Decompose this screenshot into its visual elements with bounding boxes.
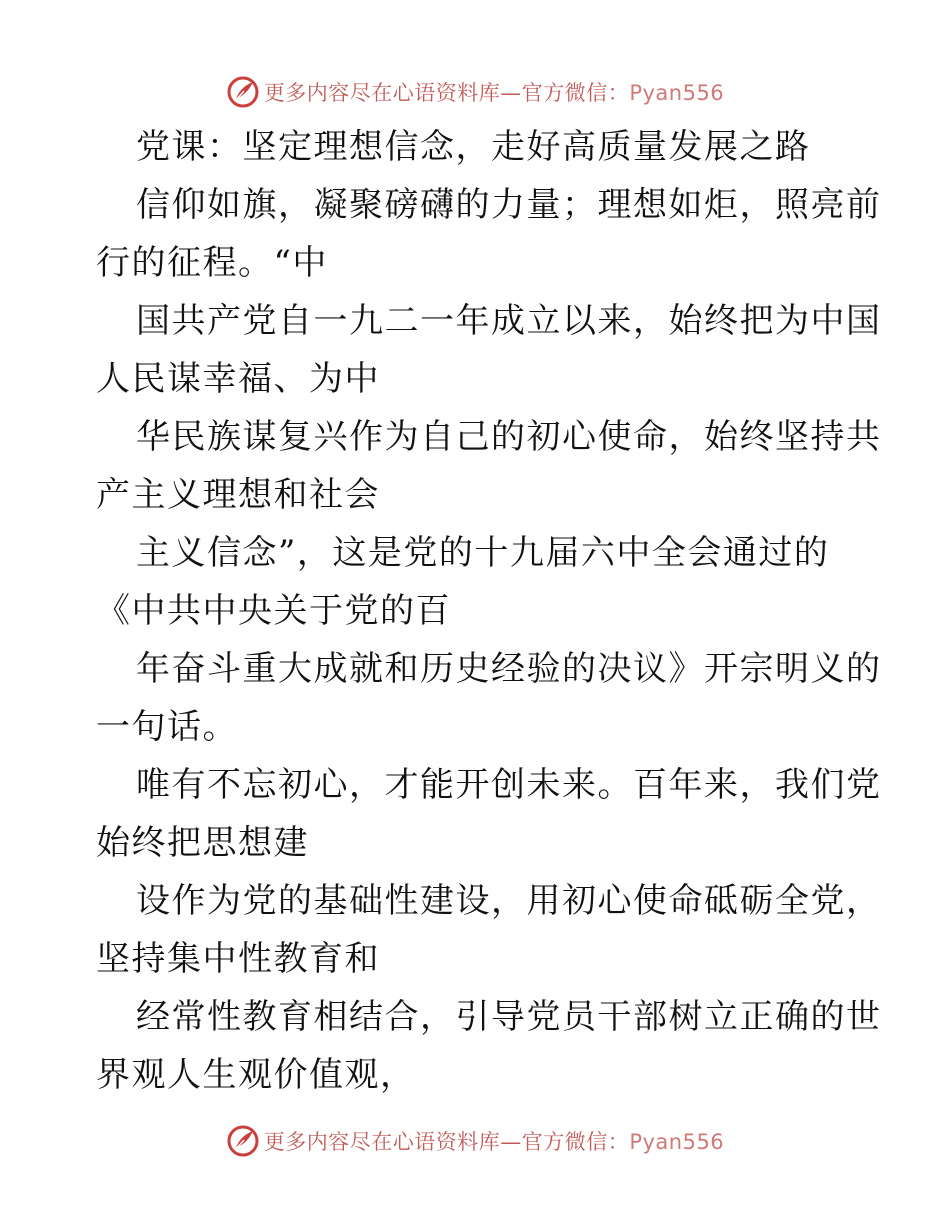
text-line: 行的征程。“中	[96, 243, 328, 283]
text-line: 经常性教育相结合，引导党员干部树立正确的世	[136, 997, 882, 1037]
text-line: 始终把思想建	[96, 823, 309, 863]
watermark-text: 更多内容尽在心语资料库—官方微信：Pyan556	[263, 1130, 725, 1154]
text-line: 《中共中央关于党的百	[96, 591, 451, 631]
text-line: 党课：坚定理想信念，走好高质量发展之路	[136, 127, 811, 167]
text-line: 设作为党的基础性建设，用初心使命砥砺全党，	[136, 881, 882, 921]
watermark-text: 更多内容尽在心语资料库—官方微信：Pyan556	[263, 81, 725, 105]
text-line: 一句话。	[96, 707, 238, 747]
text-line: 主义信念”，这是党的十九届六中全会通过的	[136, 533, 830, 573]
text-line: 国共产党自一九二一年成立以来，始终把为中国	[136, 301, 882, 341]
quill-logo-icon	[226, 1124, 260, 1158]
text-line: 唯有不忘初心，才能开创未来。百年来，我们党	[136, 765, 882, 805]
text-line: 信仰如旗，凝聚磅礴的力量；理想如炬，照亮前	[136, 185, 882, 225]
text-line: 年奋斗重大成就和历史经验的决议》开宗明义的	[136, 649, 882, 689]
text-line: 人民谋幸福、为中	[96, 359, 380, 399]
quill-logo-icon	[226, 75, 260, 109]
header-watermark	[0, 70, 950, 114]
text-line: 界观人生观价值观，	[96, 1055, 416, 1095]
text-line: 坚持集中性教育和	[96, 939, 380, 979]
text-line: 产主义理想和社会	[96, 475, 380, 515]
text-line: 华民族谋复兴作为自己的初心使命，始终坚持共	[136, 417, 882, 457]
footer-watermark	[0, 1119, 950, 1163]
document-body	[96, 118, 882, 1104]
